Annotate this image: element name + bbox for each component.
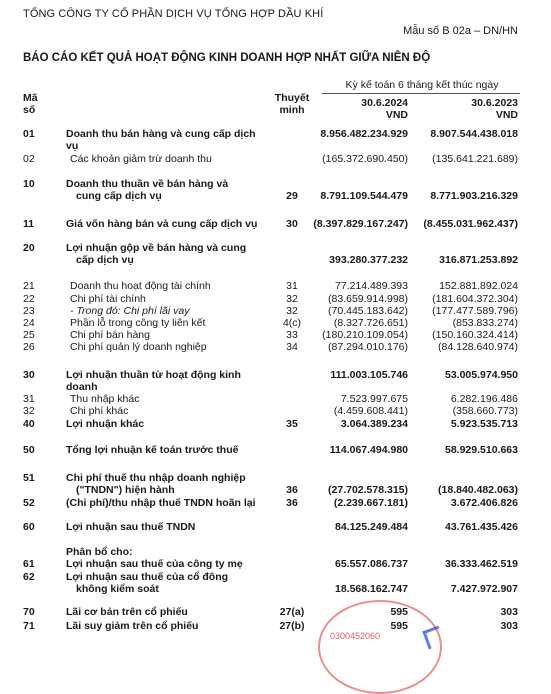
- row-code: 25: [23, 329, 35, 341]
- row-label: [66, 178, 266, 202]
- row-value-2024: 77.214.489.393: [335, 280, 408, 292]
- row-code: 30: [23, 369, 35, 381]
- row-label: [66, 405, 270, 417]
- row-value-2024: (2.239.667.181): [333, 497, 408, 509]
- header-col2: [420, 97, 518, 121]
- row-label: [66, 218, 266, 230]
- row-value-2024: 84.125.249.484: [335, 521, 408, 533]
- row-value-2023: (8.455.031.962.437): [423, 218, 518, 230]
- row-code: 70: [23, 606, 35, 618]
- row-note: 34: [286, 341, 298, 353]
- row-label: [66, 546, 266, 558]
- row-label-line: Các khoản giảm trừ doanh thu: [70, 153, 212, 165]
- row-code: 21: [23, 280, 35, 292]
- row-label-line: không kiểm soát: [76, 583, 159, 595]
- header-col1: [312, 97, 408, 121]
- row-value-2023: 316.871.253.892: [439, 254, 518, 266]
- stamp-number: 0300452060: [330, 631, 381, 641]
- row-label-line: Lợi nhuận sau thuế TNDN: [66, 521, 196, 533]
- row-label-line: Lợi nhuận gộp về bán hàng và cung: [66, 242, 247, 254]
- row-value-2023: 7.427.972.907: [450, 583, 518, 595]
- row-note: 35: [286, 418, 298, 430]
- row-value-2023: 43.761.435.426: [445, 521, 518, 533]
- row-value-2024: 111.003.105.746: [330, 369, 408, 381]
- row-value-2024: 8.791.109.544.479: [320, 190, 408, 202]
- row-label-line: Doanh thu hoạt động tài chính: [70, 280, 211, 292]
- row-code: 60: [23, 521, 35, 533]
- row-label-line: Thu nhập khác: [70, 393, 140, 405]
- row-label-line: Tổng lợi nhuận kế toán trước thuế: [66, 444, 239, 456]
- row-note: 32: [286, 305, 298, 317]
- row-label: [66, 558, 266, 570]
- red-stamp: [318, 600, 442, 694]
- row-label-line: Chi phí quản lý doanh nghiệp: [70, 341, 207, 353]
- row-label-line: Chi phí tài chính: [70, 293, 146, 305]
- row-note: 33: [286, 329, 298, 341]
- row-value-2024: 114.067.494.980: [329, 444, 408, 456]
- row-value-2023: 152.881.892.024: [439, 280, 518, 292]
- header-period: Kỳ kế toán 6 tháng kết thúc ngày: [345, 79, 499, 91]
- header-note-line1: Thuyết: [274, 92, 310, 104]
- header-col2-unit: VND: [495, 109, 518, 121]
- row-label: [66, 293, 270, 305]
- row-label: [66, 472, 266, 496]
- row-code: 22: [23, 293, 35, 305]
- row-label-line: cấp dịch vụ: [76, 254, 134, 266]
- row-label-line: (Chi phí)/thu nhập thuế TNDN hoãn lại: [66, 497, 256, 509]
- row-note: 4(c): [282, 317, 302, 329]
- row-value-2023: (18.840.482.063): [438, 484, 518, 496]
- row-note: 32: [286, 293, 298, 305]
- row-label: [66, 242, 266, 266]
- row-value-2023: 8.907.544.438.018: [430, 128, 518, 140]
- row-value-2024: 18.568.162.747: [335, 583, 408, 595]
- row-label-line: Doanh thu thuần về bán hàng và: [66, 178, 229, 190]
- row-value-2024: 393.280.377.232: [329, 254, 408, 266]
- row-label-line: Lãi suy giảm trên cổ phiếu: [66, 620, 199, 632]
- row-value-2024: 8.956.482.234.929: [320, 128, 408, 140]
- row-code: 32: [23, 405, 35, 417]
- row-label-line: Lợi nhuận thuần từ hoạt động kinh doanh: [66, 369, 241, 393]
- row-code: 51: [23, 472, 35, 484]
- row-note: 27(a): [279, 606, 305, 618]
- row-value-2023: (84.128.640.974): [438, 341, 518, 353]
- row-value-2024: 595: [390, 620, 408, 632]
- row-code: 50: [23, 444, 35, 456]
- row-label: [66, 393, 270, 405]
- row-label-line: cung cấp dịch vụ: [76, 190, 162, 202]
- row-label-line: Lãi cơ bản trên cổ phiếu: [66, 606, 188, 618]
- row-value-2023: (135.641.221.689): [432, 153, 518, 165]
- row-value-2023: 3.672.406.826: [450, 497, 518, 509]
- row-value-2023: (177.477.589.796): [432, 305, 518, 317]
- row-label: [66, 521, 266, 533]
- row-value-2023: 8.771.903.216.329: [430, 190, 518, 202]
- row-value-2023: 5.923.535.713: [450, 418, 518, 430]
- row-label: [66, 497, 266, 509]
- row-code: 71: [23, 620, 35, 632]
- row-label-line: Giá vốn hàng bán và cung cấp dịch vụ: [66, 218, 258, 230]
- row-value-2023: 36.333.462.519: [445, 558, 518, 570]
- row-code: 02: [23, 153, 35, 165]
- row-code: 62: [23, 571, 35, 583]
- row-label: [66, 341, 270, 353]
- row-label-line: Phân bổ cho:: [66, 546, 133, 558]
- row-value-2023: 53.005.974.950: [445, 369, 518, 381]
- header-col2-date: 30.6.2023: [471, 97, 518, 109]
- row-code: 01: [23, 128, 35, 140]
- row-label: [66, 418, 266, 430]
- row-code: 23: [23, 305, 35, 317]
- header-code-line2: số: [23, 104, 36, 116]
- row-note: 27(b): [279, 620, 305, 632]
- row-code: 61: [23, 558, 35, 570]
- row-value-2024: (83.659.914.998): [328, 293, 408, 305]
- row-label-line: Doanh thu bán hàng và cung cấp dịch vụ: [66, 128, 256, 152]
- row-value-2023: (150.160.324.414): [432, 329, 518, 341]
- header-col1-date: 30.6.2024: [361, 97, 408, 109]
- row-label-line: Lợi nhuận sau thuế của công ty mẹ: [66, 558, 243, 570]
- row-value-2024: (180.210.109.054): [322, 329, 408, 341]
- row-value-2024: 595: [390, 606, 408, 618]
- row-note: 29: [286, 190, 298, 202]
- row-code: 40: [23, 418, 35, 430]
- row-note: 36: [286, 484, 298, 496]
- row-code: 31: [23, 393, 35, 405]
- row-label-line: Lợi nhuận khác: [66, 418, 145, 430]
- row-value-2024: 7.523.997.675: [340, 393, 408, 405]
- report-title: BÁO CÁO KẾT QUẢ HOẠT ĐỘNG KINH DOANH HỢP NHẤT GIỮA NIÊN ĐỘ: [23, 52, 431, 64]
- header-code-line1: Mã: [23, 92, 38, 104]
- row-value-2023: 303: [500, 606, 518, 618]
- row-label-line: Chi phí khác: [70, 405, 129, 417]
- row-code: 26: [23, 341, 35, 353]
- row-label-line: - Trong đó: Chi phí lãi vay: [70, 305, 190, 317]
- row-label-line: Chi phí thuế thu nhập doanh nghiệp: [66, 472, 246, 484]
- row-label: [66, 606, 266, 618]
- row-label: [66, 128, 266, 152]
- row-value-2024: (165.372.690.450): [322, 153, 408, 165]
- row-label: [66, 444, 266, 456]
- row-code: 11: [23, 218, 35, 230]
- row-value-2024: (87.294.010.176): [328, 341, 408, 353]
- row-value-2023: 303: [500, 620, 518, 632]
- row-value-2024: 65.557.086.737: [335, 558, 408, 570]
- row-label-line: Phần lỗ trong công ty liên kết: [70, 317, 206, 329]
- row-label: [66, 305, 270, 317]
- row-label-line: Chi phí bán hàng: [70, 329, 150, 341]
- row-code: 24: [23, 317, 35, 329]
- row-value-2023: (181.604.372.304): [432, 293, 518, 305]
- company-name: TỔNG CÔNG TY CỔ PHẦN DỊCH VỤ TỔNG HỢP DẦU KHÍ: [23, 8, 324, 20]
- header-code: [23, 92, 38, 116]
- row-value-2023: 58.929.510.663: [445, 444, 518, 456]
- row-value-2024: (70.445.183.642): [328, 305, 408, 317]
- row-label: [66, 153, 270, 165]
- row-label-line: ("TNDN") hiện hành: [76, 484, 175, 496]
- row-value-2024: (8.397.829.167.247): [313, 218, 408, 230]
- row-value-2024: 3.064.389.234: [340, 418, 408, 430]
- header-col1-unit: VND: [385, 109, 408, 121]
- row-label: [66, 317, 270, 329]
- row-label: [66, 620, 266, 632]
- row-value-2024: (8.327.726.651): [333, 317, 408, 329]
- header-divider: [322, 93, 520, 94]
- row-value-2023: 6.282.196.486: [450, 393, 518, 405]
- row-value-2023: (358.660.773): [452, 405, 518, 417]
- row-label-line: Lợi nhuận sau thuế của cổ đông: [66, 571, 229, 583]
- row-note: 30: [286, 218, 298, 230]
- form-number: Mẫu số B 02a – DN/HN: [403, 25, 518, 37]
- row-label: [66, 329, 270, 341]
- row-label: [66, 280, 270, 292]
- row-value-2024: (4.459.608.441): [333, 405, 408, 417]
- row-code: 20: [23, 242, 35, 254]
- header-note-line2: minh: [279, 104, 305, 116]
- row-label: [66, 571, 266, 595]
- row-note: 36: [286, 497, 298, 509]
- row-value-2023: (853.833.274): [452, 317, 518, 329]
- row-code: 52: [23, 497, 35, 509]
- row-note: 31: [286, 280, 298, 292]
- row-code: 10: [23, 178, 35, 190]
- row-label: [66, 369, 266, 393]
- header-note: [272, 92, 312, 116]
- row-value-2024: (27.702.578.315): [328, 484, 408, 496]
